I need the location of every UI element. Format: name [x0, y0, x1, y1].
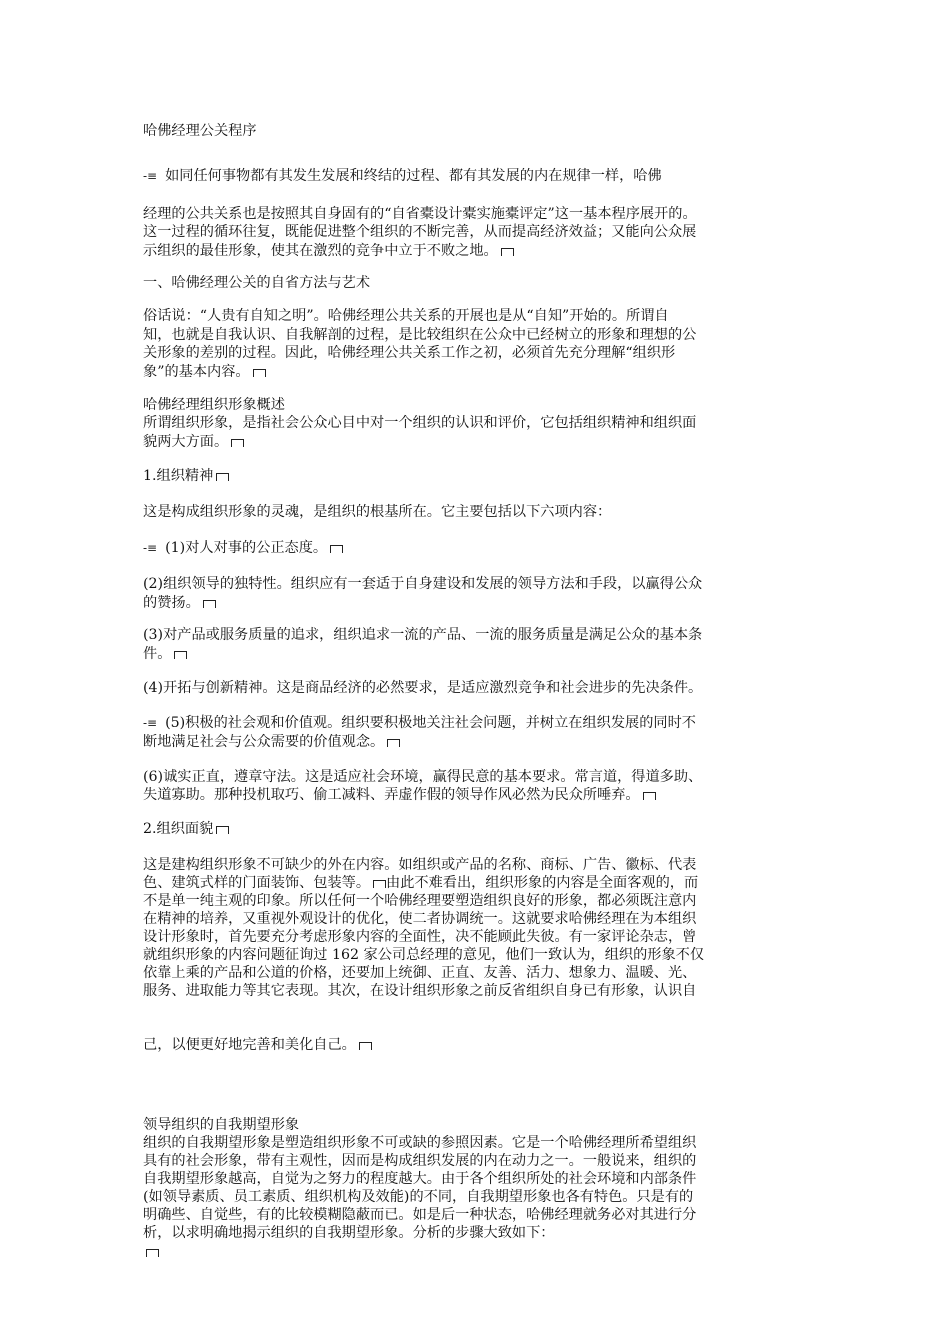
intro-paragraph-line: 这一过程的循环往复，既能促进整个组织的不断完善，从而提高经济效益；又能向公众展	[143, 224, 697, 240]
spirit-intro: 这是构成组织形象的灵魂，是组织的根基所在。它主要包括以下六项内容：	[143, 504, 612, 520]
paragraph-3-line: 就组织形象的内容问题征询过 162 家公司总经理的意见，他们一致认为，组织的形象不仅	[143, 947, 705, 963]
bullet-icon: -≡	[143, 541, 158, 555]
heading-self-expected-image: 领导组织的自我期望形象	[143, 1117, 300, 1133]
list-item-1: -≡ (1)对人对事的公正态度。	[143, 539, 818, 558]
list-item-2-line: 的赞扬。	[143, 594, 818, 613]
paragraph-mark-icon	[231, 439, 244, 447]
paragraph-1-line: 知，也就是自我认识、自我解剖的过程，是比较组织在公众中已经树立的形象和理想的公	[143, 327, 697, 343]
paragraph-3-line: 这是建构组织形象不可缺少的外在内容。如组织或产品的名称、商标、广告、徽标、代表	[143, 857, 697, 873]
paragraph-4-line: 析，以求明确地揭示组织的自我期望形象。分析的步骤大致如下：	[143, 1225, 555, 1241]
paragraph-1-line: 关形象的差别的过程。因此，哈佛经理公共关系工作之初，必须首先充分理解“组织形	[143, 345, 676, 361]
paragraph-mark-icon	[174, 651, 187, 659]
paragraph-4-line: 组织的自我期望形象是塑造组织形象不可或缺的参照因素。它是一个哈佛经理所希望组织	[143, 1135, 697, 1151]
paragraph-mark-icon	[330, 545, 343, 553]
list-item-4: (4)开拓与创新精神。这是商品经济的必然要求，是适应激烈竞争和社会进步的先决条件。	[143, 680, 703, 696]
paragraph-3-line: 依靠上乘的产品和公道的价格，还要加上统御、正直、友善、活力、想象力、温暖、光、	[143, 965, 697, 981]
intro-paragraph-start: -≡ 如同任何事物都有其发生发展和终结的过程、都有其发展的内在规律一样，哈佛	[143, 168, 662, 184]
subheading-organization-appearance: 2.组织面貌	[143, 820, 818, 839]
paragraph-2-line: 所谓组织形象，是指社会公众心目中对一个组织的认识和评价，它包括组织精神和组织面	[143, 415, 697, 431]
paragraph-4-line: (如领导素质、员工素质、组织机构及效能)的不同，自我期望形象也各有特色。只是有的	[143, 1189, 694, 1205]
heading-organization-image: 哈佛经理组织形象概述	[143, 397, 285, 413]
paragraph-4-line	[143, 1243, 818, 1262]
bullet-icon: -≡	[143, 169, 158, 183]
paragraph-3-line: 服务、进取能力等其它表现。其次，在设计组织形象之前反省组织自身已有形象，认识自	[143, 983, 697, 999]
paragraph-mark-icon	[387, 739, 400, 747]
list-item-3-line: (3)对产品或服务质量的追求，组织追求一流的产品、一流的服务质量是满足公众的基本条	[143, 627, 703, 643]
list-item-2-line: (2)组织领导的独特性。组织应有一套适于自身建设和发展的领导方法和手段，以赢得公众	[143, 576, 703, 592]
subheading-organization-spirit: 1.组织精神	[143, 467, 818, 486]
paragraph-3-line: 色、建筑式样的门面装饰、包装等。 由此不难看出，组织形象的内容是全面客观的，而	[143, 875, 699, 891]
list-item-3-line: 件。	[143, 645, 818, 664]
paragraph-mark-icon	[373, 880, 386, 888]
paragraph-mark-icon	[216, 473, 229, 481]
paragraph-1-line: 象”的基本内容。	[143, 363, 818, 382]
paragraph-mark-icon	[643, 792, 656, 800]
intro-paragraph-line: 示组织的最佳形象，使其在激烈的竞争中立于不败之地。	[143, 242, 818, 261]
bullet-icon: -≡	[143, 716, 158, 730]
paragraph-4-line: 具有的社会形象，带有主观性，因而是构成组织发展的内在动力之一。一般说来，组织的	[143, 1153, 697, 1169]
paragraph-3-line: 在精神的培养，又重视外观设计的优化，使二者协调统一。这就要求哈佛经理在为本组织	[143, 911, 697, 927]
paragraph-4-line: 明确些、自觉些，有的比较模糊隐蔽而已。如是后一种状态，哈佛经理就务必对其进行分	[143, 1207, 697, 1223]
paragraph-mark-icon	[253, 369, 266, 377]
paragraph-mark-icon	[216, 826, 229, 834]
paragraph-mark-icon	[359, 1042, 372, 1050]
intro-paragraph-line: 经理的公共关系也是按照其自身固有的“自省橐设计橐实施橐评定”这一基本程序展开的。	[143, 206, 697, 222]
paragraph-3-line: 设计形象时，首先要充分考虑形象内容的全面性，决不能顾此失彼。有一家评论杂志，曾	[143, 929, 697, 945]
list-item-6-line: (6)诚实正直，遵章守法。这是适应社会环境，赢得民意的基本要求。常言道，得道多助、	[143, 769, 703, 785]
paragraph-3-line: 不是单一纯主观的印象。所以任何一个哈佛经理要塑造组织良好的形象，都必须既注意内	[143, 893, 697, 909]
paragraph-4-line: 自我期望形象越高，自觉为之努力的程度越大。由于各个组织所处的社会环境和内部条件	[143, 1171, 697, 1187]
document-title: 哈佛经理公关程序	[143, 123, 257, 139]
paragraph-3-end: 己，以便更好地完善和美化自己。	[143, 1036, 818, 1055]
section-heading-1: 一、哈佛经理公关的自省方法与艺术	[143, 275, 371, 291]
list-item-5-line: -≡ (5)积极的社会观和价值观。组织要积极地关注社会问题，并树立在组织发展的同时不	[143, 715, 696, 731]
list-item-5-line: 断地满足社会与公众需要的价值观念。	[143, 733, 818, 752]
paragraph-mark-icon	[146, 1249, 159, 1257]
paragraph-mark-icon	[203, 600, 216, 608]
paragraph-2-line: 貌两大方面。	[143, 433, 818, 452]
paragraph-1-line: 俗话说：“人贵有自知之明”。哈佛经理公共关系的开展也是从“自知”开始的。所谓自	[143, 308, 669, 324]
list-item-6-line: 失道寡助。那种投机取巧、偷工减料、弄虚作假的领导作风必然为民众所唾弃。	[143, 786, 818, 805]
paragraph-mark-icon	[501, 248, 514, 256]
